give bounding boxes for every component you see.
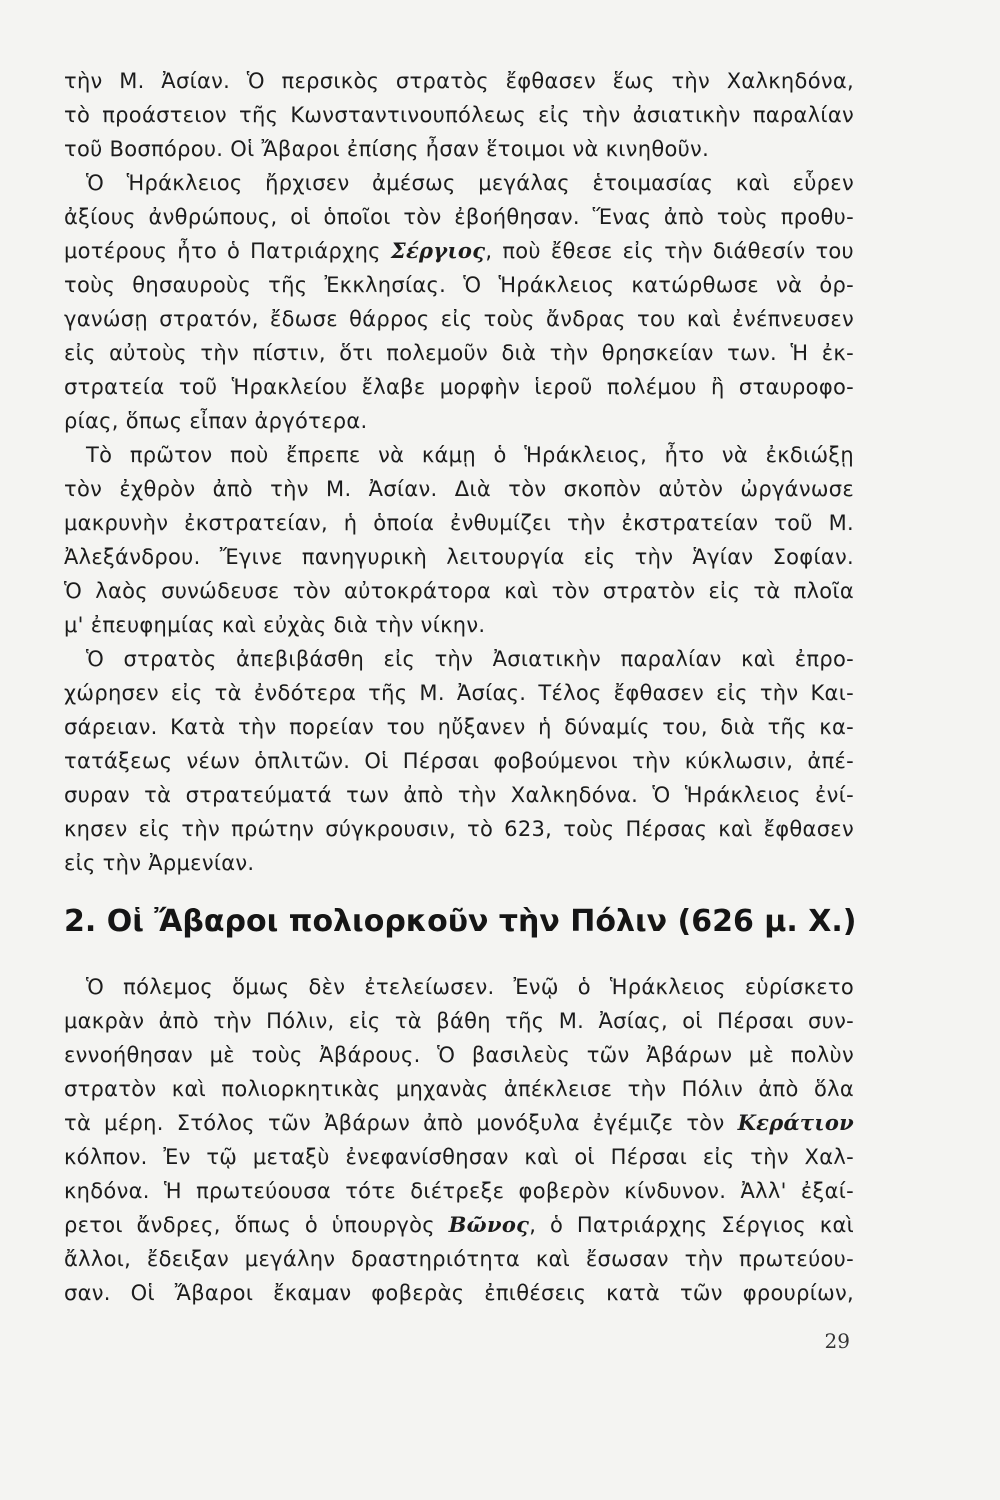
text-line-sergios xyxy=(64,234,854,268)
text-line: Ὁ στρατὸς ἀπεβιβάσθη εἰς τὴν Ἀσιατικὴν παραλίαν καὶ ἐπρο- xyxy=(86,647,854,671)
text-line-vonos xyxy=(64,1208,854,1242)
text-line: κόλπον. Ἐν τῷ μεταξὺ ἐνεφανίσθησαν καὶ οἱ Πέρσαι εἰς τὴν Χαλ- xyxy=(64,1145,854,1169)
text-segment: μοτέρους ἦτο ὁ Πατριάρχης xyxy=(64,239,391,263)
page-number: 29 xyxy=(824,1329,850,1353)
text-line: ρίας, ὅπως εἶπαν ἀργότερα. xyxy=(64,409,368,433)
section-heading: 2. Οἱ Ἄβαροι πολιορκοῦν τὴν Πόλιν (626 μ. Χ.) xyxy=(64,904,857,939)
text-line: τὴν Μ. Ἀσίαν. Ὁ περσικὸς στρατὸς ἔφθασεν ἕως τὴν Χαλκηδόνα, xyxy=(64,69,854,93)
text-segment: τὰ μέρη. Στόλος τῶν Ἀβάρων ἀπὸ μονόξυλα ἐγέμιζε τὸν xyxy=(64,1111,738,1135)
text-line: σάρειαν. Κατὰ τὴν πορείαν του ηὔξανεν ἡ δύναμίς του, διὰ τῆς κα- xyxy=(64,715,854,739)
text-segment: , ποὺ ἔθεσε εἰς τὴν διάθεσίν του xyxy=(485,239,854,263)
text-line: κηδόνα. Ἡ πρωτεύουσα τότε διέτρεξε φοβερὸν κίνδυνον. Ἀλλ' ἐξαί- xyxy=(64,1179,854,1203)
text-segment: , ὁ Πατριάρχης Σέργιος καὶ xyxy=(529,1213,854,1237)
text-line: κησεν εἰς τὴν πρώτην σύγκρουσιν, τὸ 623, τοὺς Πέρσας καὶ ἔφθασεν xyxy=(64,817,854,841)
name-vonos: Βῶνος xyxy=(448,1212,530,1237)
text-line: Ἀλεξάνδρου. Ἔγινε πανηγυρικὴ λειτουργία εἰς τὴν Ἁγίαν Σοφίαν. xyxy=(64,545,854,569)
text-line: μ' ἐπευφημίας καὶ εὐχὰς διὰ τὴν νίκην. xyxy=(64,613,486,637)
text-line: εἰς αὐτοὺς τὴν πίστιν, ὅτι πολεμοῦν διὰ τὴν θρησκείαν των. Ἡ ἐκ- xyxy=(64,341,854,365)
text-line: στρατὸν καὶ πολιορκητικὰς μηχανὰς ἀπέκλεισε τὴν Πόλιν ἀπὸ ὅλα xyxy=(64,1077,854,1101)
text-line: Ὁ Ἡράκλειος ἤρχισεν ἀμέσως μεγάλας ἑτοιμασίας καὶ εὗρεν xyxy=(86,171,854,195)
text-line: σαν. Οἱ Ἄβαροι ἔκαμαν φοβερὰς ἐπιθέσεις κατὰ τῶν φρουρίων, xyxy=(64,1281,854,1305)
name-keration: Κεράτιον xyxy=(737,1110,854,1135)
text-line: τοὺς θησαυροὺς τῆς Ἐκκλησίας. Ὁ Ἡράκλειος κατώρθωσε νὰ ὀρ- xyxy=(64,273,854,297)
text-line: Ὁ πόλεμος ὅμως δὲν ἐτελείωσεν. Ἐνῷ ὁ Ἡράκλειος εὑρίσκετο xyxy=(86,975,854,999)
text-line: ἀξίους ἀνθρώπους, οἱ ὁποῖοι τὸν ἐβοήθησαν. Ἕνας ἀπὸ τοὺς προθυ- xyxy=(64,205,854,229)
text-line: εἰς τὴν Ἀρμενίαν. xyxy=(64,851,255,875)
text-line: ἄλλοι, ἔδειξαν μεγάλην δραστηριότητα καὶ ἔσωσαν τὴν πρωτεύου- xyxy=(64,1247,854,1271)
text-line: μακρὰν ἀπὸ τὴν Πόλιν, εἰς τὰ βάθη τῆς Μ. Ἀσίας, οἱ Πέρσαι συν- xyxy=(64,1009,854,1033)
text-line: τὸν ἐχθρὸν ἀπὸ τὴν Μ. Ἀσίαν. Διὰ τὸν σκοπὸν αὐτὸν ὠργάνωσε xyxy=(64,477,854,501)
text-line: Ὁ λαὸς συνώδευσε τὸν αὐτοκράτορα καὶ τὸν στρατὸν εἰς τὰ πλοῖα xyxy=(64,579,854,603)
name-sergios: Σέργιος xyxy=(390,238,486,263)
text-line: τατάξεως νέων ὁπλιτῶν. Οἱ Πέρσαι φοβούμενοι τὴν κύκλωσιν, ἀπέ- xyxy=(64,749,854,773)
text-segment: ρετοι ἄνδρες, ὅπως ὁ ὑπουργὸς xyxy=(64,1213,449,1237)
text-line: συραν τὰ στρατεύματά των ἀπὸ τὴν Χαλκηδόνα. Ὁ Ἡράκλειος ἐνί- xyxy=(64,783,854,807)
text-line: τοῦ Βοσπόρου. Οἱ Ἄβαροι ἐπίσης ἦσαν ἕτοιμοι νὰ κινηθοῦν. xyxy=(64,137,710,161)
text-line: γανώσῃ στρατόν, ἔδωσε θάρρος εἰς τοὺς ἄνδρας του καὶ ἐνέπνευσεν xyxy=(64,307,854,331)
text-line: εννοήθησαν μὲ τοὺς Ἀβάρους. Ὁ βασιλεὺς τῶν Ἀβάρων μὲ πολὺν xyxy=(64,1043,854,1067)
text-line-keration xyxy=(64,1106,854,1140)
text-line: Τὸ πρῶτον ποὺ ἔπρεπε νὰ κάμῃ ὁ Ἡράκλειος, ἦτο νὰ ἐκδιώξῃ xyxy=(86,443,854,467)
text-line: μακρυνὴν ἐκστρατείαν, ἡ ὁποία ἐνθυμίζει τὴν ἐκστρατείαν τοῦ Μ. xyxy=(64,511,854,535)
text-line: τὸ προάστειον τῆς Κωνσταντινουπόλεως εἰς τὴν ἀσιατικὴν παραλίαν xyxy=(64,103,854,127)
text-line: χώρησεν εἰς τὰ ἐνδότερα τῆς Μ. Ἀσίας. Τέλος ἔφθασεν εἰς τὴν Και- xyxy=(64,681,854,705)
text-line: στρατεία τοῦ Ἡρακλείου ἔλαβε μορφὴν ἱεροῦ πολέμου ἢ σταυροφο- xyxy=(64,375,854,399)
